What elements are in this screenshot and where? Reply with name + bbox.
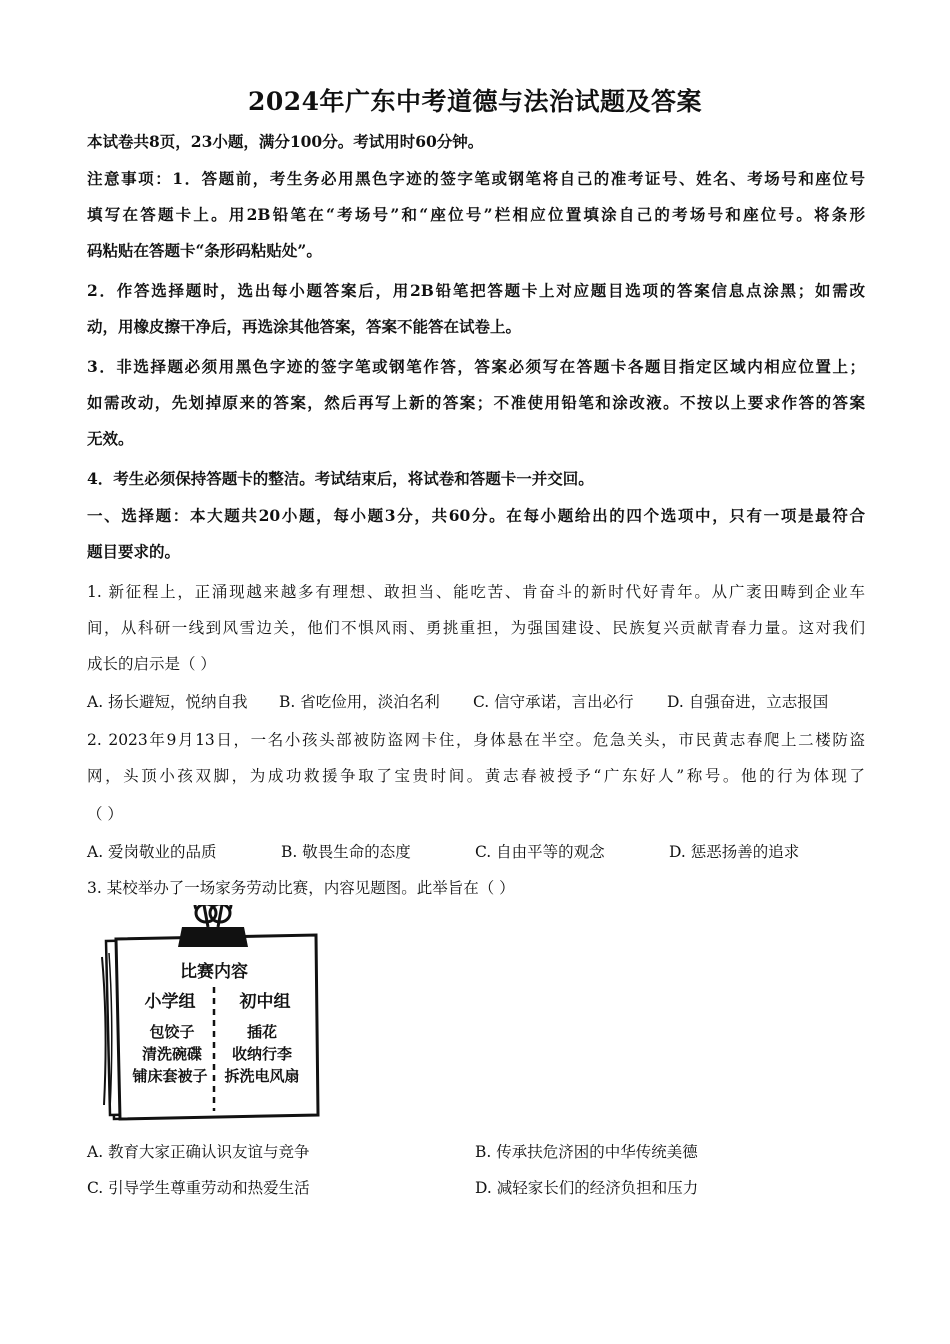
competition-notice-figure bbox=[100, 905, 325, 1127]
figure-right-item: 收纳行李 bbox=[231, 1045, 293, 1063]
q3-option-d[interactable]: D. 减轻家长们的经济负担和压力 bbox=[475, 1179, 699, 1197]
q2-option-a[interactable]: A. 爱岗敬业的品质 bbox=[87, 843, 217, 861]
figure-right-heading: 初中组 bbox=[239, 992, 291, 1012]
q1-options bbox=[87, 684, 865, 720]
section-1-line-1: 一、选择题：本大题共20小题，每小题3分，共60分。在每小题给出的四个选项中，只有一项是最符合 bbox=[87, 506, 865, 525]
figure-left-heading: 小学组 bbox=[144, 992, 196, 1012]
q1-stem-line-1: 1. 新征程上，正涌现越来越多有理想、敢担当、能吃苦、肯奋斗的新时代好青年。从广袤田畴到企业车 bbox=[87, 583, 865, 601]
notice-3-line-1: 3．非选择题必须用黑色字迹的签字笔或钢笔作答，答案必须写在答题卡各题目指定区域内相应位置上； bbox=[87, 357, 865, 376]
binder-clip-icon bbox=[178, 905, 248, 947]
notice-3-line-2: 如需改动，先划掉原来的答案，然后再写上新的答案；不准使用铅笔和涂改液。不按以上要求作答的答案 bbox=[87, 393, 865, 412]
q3-stem-line-1: 3. 某校举办了一场家务劳动比赛，内容见题图。此举旨在（ ） bbox=[87, 879, 515, 897]
notice-line-3: 码粘贴在答题卡“条形码粘贴处”。 bbox=[87, 241, 322, 260]
q3-option-a[interactable]: A. 教育大家正确认识友谊与竞争 bbox=[87, 1143, 310, 1161]
notice-3-line-3: 无效。 bbox=[87, 429, 134, 448]
q2-options bbox=[87, 834, 865, 870]
q2-option-c[interactable]: C. 自由平等的观念 bbox=[475, 843, 605, 861]
figure-right-item: 插花 bbox=[246, 1023, 278, 1041]
q1-stem-line-2: 间，从科研一线到风雪边关，他们不惧风雨、勇挑重担，为强国建设、民族复兴贡献青春力量。这对我们 bbox=[87, 619, 865, 637]
notice-2-line-1: 2．作答选择题时，选出每小题答案后，用2B铅笔把答题卡上对应题目选项的答案信息点涂黑；如需改 bbox=[87, 281, 865, 300]
q2-option-b[interactable]: B. 敬畏生命的态度 bbox=[281, 843, 411, 861]
q1-stem-line-3: 成长的启示是（ ） bbox=[87, 655, 216, 673]
figure-left-item: 清洗碗碟 bbox=[141, 1045, 203, 1063]
q3-option-b[interactable]: B. 传承扶危济困的中华传统美德 bbox=[475, 1143, 698, 1161]
q1-option-a[interactable]: A. 扬长避短，悦纳自我 bbox=[87, 693, 248, 711]
notice-line-2: 填写在答题卡上。用2B铅笔在“考场号”和“座位号”栏相应位置填涂自己的考场号和座位号。将条形 bbox=[87, 205, 865, 224]
figure-left-item: 铺床套被子 bbox=[132, 1067, 208, 1085]
figure-right-item: 拆洗电风扇 bbox=[224, 1067, 300, 1085]
intro-line: 本试卷共8页，23小题，满分100分。考试用时60分钟。 bbox=[87, 132, 484, 151]
q3-option-c[interactable]: C. 引导学生尊重劳动和热爱生活 bbox=[87, 1179, 310, 1197]
q2-stem-line-1: 2. 2023年9月13日，一名小孩头部被防盗网卡住，身体悬在半空。危急关头，市民黄志春爬上二楼防盗 bbox=[87, 731, 865, 749]
figure-left-item: 包饺子 bbox=[149, 1023, 195, 1041]
q2-stem-line-3: （ ） bbox=[87, 805, 123, 823]
q1-option-b[interactable]: B. 省吃俭用，淡泊名利 bbox=[279, 693, 440, 711]
section-1-line-2: 题目要求的。 bbox=[87, 542, 181, 561]
q2-stem-line-2: 网，头顶小孩双脚，为成功救援争取了宝贵时间。黄志春被授予“广东好人”称号。他的行为体现了 bbox=[87, 767, 865, 785]
q2-option-d[interactable]: D. 惩恶扬善的追求 bbox=[669, 843, 800, 861]
competition-notice-illustration bbox=[100, 905, 325, 1127]
notice-4-line: 4．考生必须保持答题卡的整洁。考试结束后，将试卷和答题卡一并交回。 bbox=[87, 469, 594, 488]
figure-heading: 比赛内容 bbox=[180, 962, 248, 982]
notice-2-line-2: 动，用橡皮擦干净后，再选涂其他答案，答案不能答在试卷上。 bbox=[87, 317, 522, 336]
page-title: 2024年广东中考道德与法治试题及答案 bbox=[247, 87, 703, 116]
q3-options-row-1 bbox=[87, 1134, 865, 1170]
notice-line-1: 注意事项：1．答题前，考生务必用黑色字迹的签字笔或钢笔将自己的准考证号、姓名、考场号和座位号 bbox=[87, 169, 865, 188]
q3-options-row-2 bbox=[87, 1170, 865, 1206]
q1-option-d[interactable]: D. 自强奋进，立志报国 bbox=[667, 693, 829, 711]
q1-option-c[interactable]: C. 信守承诺，言出必行 bbox=[473, 693, 634, 711]
